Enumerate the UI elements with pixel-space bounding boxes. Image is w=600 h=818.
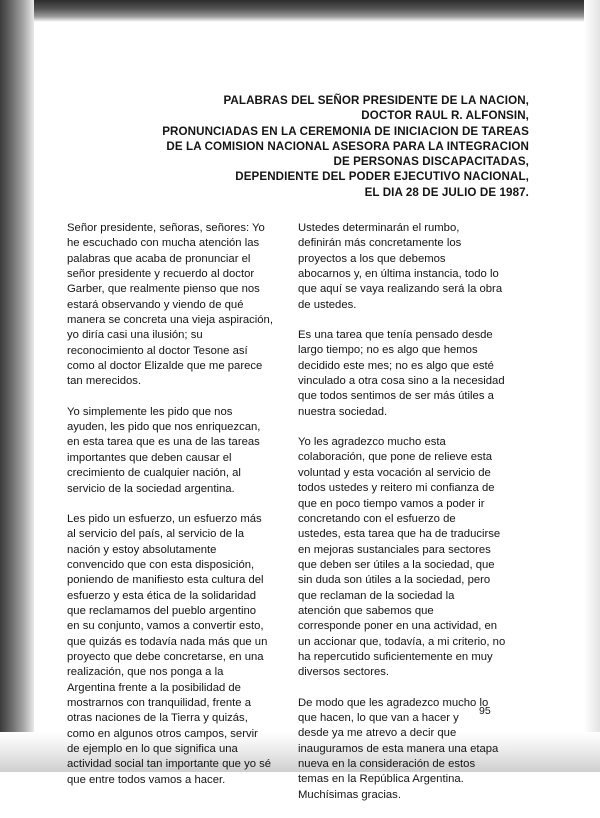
text-line: Es una tarea que tenía pensado desde	[298, 329, 493, 342]
text-line: Les pido un esfuerzo, un esfuerzo más	[67, 512, 262, 525]
text-line: nuestra sociedad.	[298, 405, 388, 418]
text-line: nueva en la consideración de estos	[298, 758, 476, 770]
text-line: largo tiempo; no es algo que hemos	[298, 344, 478, 357]
scan-shadow-left	[0, 0, 34, 772]
text-line: que reclaman de la sociedad la	[298, 589, 455, 602]
right-text-column	[298, 221, 522, 818]
text-line: de ejemplo en lo que significa una	[67, 743, 238, 755]
text-line: un accionar que, todavía, a mi criterio, no	[298, 635, 506, 648]
text-line: poniendo de manifiesto esta cultura del	[67, 574, 264, 587]
text-line: he escuchado con mucha atención las	[67, 237, 260, 250]
text-line: que en poco tiempo vamos a poder ir	[298, 497, 485, 510]
text-line: crecimiento de cualquier nación, al	[67, 467, 241, 480]
paragraph	[67, 405, 299, 497]
text-line: estará observando y viendo de qué	[67, 298, 244, 311]
text-line: colaboración, que pone de relieve esta	[298, 451, 493, 464]
text-line: de ustedes.	[298, 298, 357, 311]
text-line: desde ya me atrevo a decir que	[298, 727, 457, 740]
paragraph	[298, 435, 522, 681]
text-line: ha repercutido suficientemente en muy	[298, 650, 493, 663]
text-line: ustedes, esta tarea que ha de traducirse	[298, 528, 501, 541]
text-line: Yo les agradezco mucho esta	[298, 436, 446, 449]
text-line: todos ustedes y reitero mi confianza de	[298, 482, 495, 495]
text-line: como en algunos otros campos, servir	[67, 727, 258, 740]
text-line: Señor presidente, señoras, señores: Yo	[67, 222, 265, 234]
text-line: en mejoras sustanciales para sectores	[298, 543, 491, 556]
text-line: yo diría casi una ilusión; su	[67, 329, 203, 342]
text-line: que reclamamos del pueblo argentino	[67, 604, 257, 617]
text-line: proyecto que debe concretarse, en una	[67, 650, 264, 663]
paragraph	[298, 221, 522, 313]
text-line: inauguramos de esta manera una etapa	[298, 742, 499, 755]
text-line: señor presidente y recuerdo al doctor	[67, 268, 255, 281]
title-line: PALABRAS DEL SEÑOR PRESIDENTE DE LA NACION,	[223, 94, 529, 107]
text-line: servicio de la sociedad argentina.	[67, 482, 235, 495]
title-line: PRONUNCIADAS EN LA CEREMONIA DE INICIACION DE TAREAS	[162, 124, 529, 138]
text-line: esfuerzo y esta ética de la solidaridad	[67, 589, 257, 602]
text-line: en esta tarea que es una de las tareas	[67, 436, 260, 449]
text-line: importantes que deben causar el	[67, 451, 232, 464]
title-line: EL DIA 28 DE JULIO DE 1987.	[364, 185, 529, 199]
text-line: reconocimiento al doctor Tesone así	[67, 344, 248, 357]
text-line: que aquí se vaya realizando será la obra	[298, 283, 503, 296]
text-line: nación y estoy absolutamente	[67, 543, 217, 556]
text-line: que entre todos vamos a hacer.	[67, 773, 226, 786]
text-line: Muchísimas gracias.	[298, 788, 401, 801]
text-line: manera se concreta una vieja aspiración,	[67, 314, 273, 327]
title-line: DE PERSONAS DISCAPACITADAS,	[333, 155, 529, 169]
text-line: Yo simplemente les pido que nos	[67, 405, 233, 418]
title-line: DE LA COMISION NACIONAL ASESORA PARA LA INTEGRACION	[166, 139, 529, 153]
title-line: DOCTOR RAUL R. ALFONSIN,	[361, 109, 529, 123]
text-line: decidido este mes; no es algo que esté	[298, 359, 494, 372]
text-line: que quizás es todavía nada más que un	[67, 635, 268, 648]
title-line: DEPENDIENTE DEL PODER EJECUTIVO NACIONAL,	[235, 170, 529, 184]
text-line: en su conjunto, vamos a convertir esto,	[67, 620, 264, 633]
text-line: que deben ser útiles a la sociedad, que	[298, 558, 495, 571]
text-line: convencido que con esta disposición,	[67, 558, 255, 571]
text-line: proyectos a los que debemos	[298, 252, 446, 265]
text-line: definirán más concretamente los	[298, 237, 462, 250]
scan-shadow-top	[0, 0, 600, 22]
text-line: que hacen, lo que van a hacer y	[298, 711, 459, 724]
text-line: Argentina frente a la posibilidad de	[67, 681, 241, 694]
text-line: Ustedes determinarán el rumbo,	[298, 222, 460, 234]
text-line: concretando con el esfuerzo de	[298, 512, 456, 525]
text-line: diversos sectores.	[298, 666, 390, 679]
page-number: 95	[479, 705, 491, 717]
text-line: realización, que nos ponga a la	[67, 666, 224, 679]
speech-title	[124, 93, 529, 200]
paragraph	[67, 221, 299, 390]
text-line: ayuden, les pido que nos enriquezcan,	[67, 421, 261, 434]
text-line: Garber, que realmente pienso que nos	[67, 283, 260, 296]
document-page	[34, 22, 584, 801]
paragraph	[67, 512, 299, 788]
text-line: corresponde poner en una actividad, en	[298, 620, 498, 633]
text-line: tan merecidos.	[67, 375, 142, 388]
text-line: vinculado a otra cosa sino a la necesidad	[298, 375, 505, 388]
left-text-column	[67, 221, 299, 803]
paragraph	[298, 328, 522, 420]
text-line: como al doctor Elizalde que me parece	[67, 360, 263, 373]
text-line: otras naciones de la Tierra y quizás,	[67, 712, 248, 725]
text-line: que todos sentimos de ser más útiles a	[298, 390, 494, 403]
text-line: actividad social tan importante que yo sé	[67, 758, 272, 771]
text-line: temas en la República Argentina.	[298, 773, 464, 786]
text-line: al servicio del país, al servicio de la	[67, 528, 245, 541]
text-line: De modo que les agradezco mucho lo	[298, 696, 489, 709]
text-line: sin duda son útiles a la sociedad, pero	[298, 574, 491, 587]
scan-shadow-right	[584, 0, 600, 772]
text-line: voluntad y esta vocación al servicio de	[298, 466, 491, 479]
text-line: palabras que acaba de pronunciar el	[67, 252, 251, 265]
text-line: mostrarnos con tranquilidad, frente a	[67, 696, 251, 709]
text-line: abocarnos y, en última instancia, todo lo	[298, 268, 499, 281]
text-line: atención que sabemos que	[298, 604, 434, 617]
